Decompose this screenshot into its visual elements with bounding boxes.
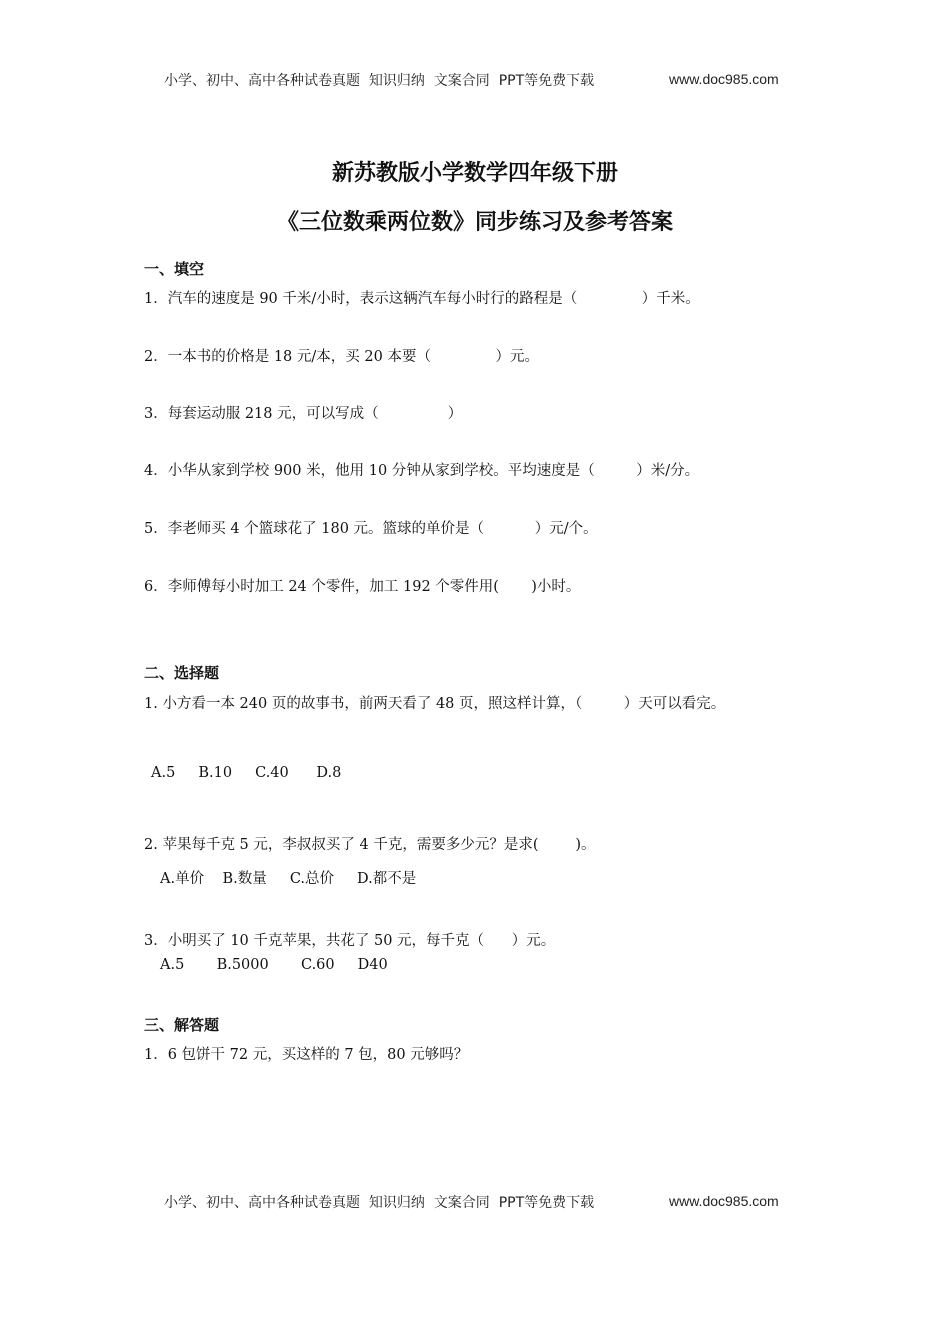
section-heading-fill: 一、填空	[144, 260, 205, 278]
choice-question-2: 2. 苹果每千克 5 元，李叔叔买了 4 千克，需要多少元？是求( )。	[144, 837, 596, 853]
footer-text: 小学、初中、高中各种试卷真题 知识归纳 文案合同 PPT等免费下载	[164, 1195, 595, 1211]
choice-question-3: 3．小明买了 10 千克苹果，共花了 50 元，每千克（ ）元。	[144, 933, 556, 949]
document-title: 新苏教版小学数学四年级下册	[331, 161, 618, 186]
fill-question-5: 5．李老师买 4 个篮球花了 180 元。篮球的单价是（ ）元/个。	[144, 521, 598, 537]
choice-question-3-options: A.5 B.5000 C.60 D40	[160, 957, 388, 973]
choice-question-1-options: A.5 B.10 C.40 D.8	[151, 765, 342, 781]
section-heading-choice: 二、选择题	[144, 664, 220, 682]
fill-question-2: 2．一本书的价格是 18 元/本，买 20 本要（ ）元。	[144, 349, 539, 365]
fill-question-6: 6．李师傅每小时加工 24 个零件，加工 192 个零件用( )小时。	[144, 579, 581, 595]
fill-question-1: 1．汽车的速度是 90 千米/小时，表示这辆汽车每小时行的路程是（ ）千米。	[144, 291, 700, 307]
choice-question-2-options: A.单价 B.数量 C.总价 D.都不是	[160, 871, 417, 887]
choice-question-1: 1. 小方看一本 240 页的故事书，前两天看了 48 页，照这样计算，（ ）天可以看完。	[144, 696, 726, 712]
section-heading-answer: 三、解答题	[144, 1016, 220, 1034]
footer-site-link[interactable]: www.doc985.com	[669, 1193, 779, 1209]
fill-question-4: 4．小华从家到学校 900 米，他用 10 分钟从家到学校。平均速度是（ ）米/分。	[144, 463, 700, 479]
answer-question-1: 1．6 包饼干 72 元，买这样的 7 包，80 元够吗？	[144, 1047, 469, 1063]
fill-question-3: 3．每套运动服 218 元，可以写成（ ）	[144, 406, 463, 422]
header-text: 小学、初中、高中各种试卷真题 知识归纳 文案合同 PPT等免费下载	[164, 73, 595, 89]
document-subtitle: 《三位数乘两位数》同步练习及参考答案	[276, 210, 673, 235]
header-site-link[interactable]: www.doc985.com	[669, 71, 779, 87]
